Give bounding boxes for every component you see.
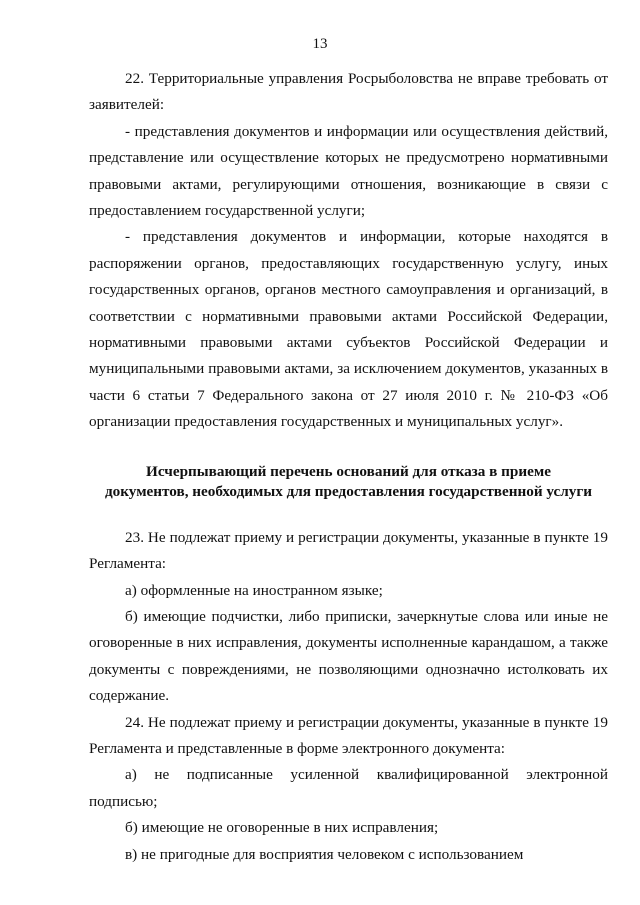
paragraph-24-item-a: а) не подписанные усиленной квалифицированной электронной подписью; <box>89 766 608 810</box>
section-heading-line-2: документов, необходимых для предоставления государственной услуги <box>104 482 593 500</box>
section-heading-line-1: Исчерпывающий перечень оснований для отказа в приеме <box>146 462 551 480</box>
document-body <box>89 66 608 868</box>
paragraph-23-item-a: а) оформленные на иностранном языке; <box>125 581 383 599</box>
paragraph-24: 24. Не подлежат приему и регистрации документы, указанные в пункте 19 Регламента и представленные в форме электронного документа: <box>89 713 608 757</box>
paragraph-24-item-b: б) имеющие не оговоренные в них исправления; <box>125 819 439 837</box>
paragraph-24-item-c: в) не пригодные для восприятия человеком с использованием <box>125 845 524 863</box>
paragraph-23-item-b: б) имеющие подчистки, либо приписки, зачеркнутые слова или иные не оговоренные в них исправления, документы исполненные карандашом, а также документы с повреждениями, не позволяющими однозначно истолковать их содержание. <box>89 607 608 705</box>
paragraph-23: 23. Не подлежат приему и регистрации документы, указанные в пункте 19 Регламента: <box>89 528 608 573</box>
paragraph-22: 22. Территориальные управления Росрыболовства не вправе требовать от заявителей: <box>89 70 608 114</box>
page-number: 13 <box>312 36 328 52</box>
paragraph-22-item-2: - представления документов и информации, которые находятся в распоряжении органов, предоставляющих государственную услугу, иных государственных органов, органов местного самоуправления и организаций, в соответствии с нормативными правовыми актами Российской Федерации, нормативными правовыми актами субъектов Российской Федерации и муниципальными правовыми актами, за исключением документов, указанных в части 6 статьи 7 Федерального закона от 27 июля 2010 г. № 210-ФЗ «Об организации предоставления государственных и муниципальных услуг». <box>89 228 608 431</box>
paragraph-22-item-1: - представления документов и информации или осуществления действий, представление или осуществление которых не предусмотрено нормативными правовыми актами, регулирующими отношения, возникающие в связи с предоставлением государственной услуги; <box>89 122 608 220</box>
section-heading <box>89 462 608 502</box>
